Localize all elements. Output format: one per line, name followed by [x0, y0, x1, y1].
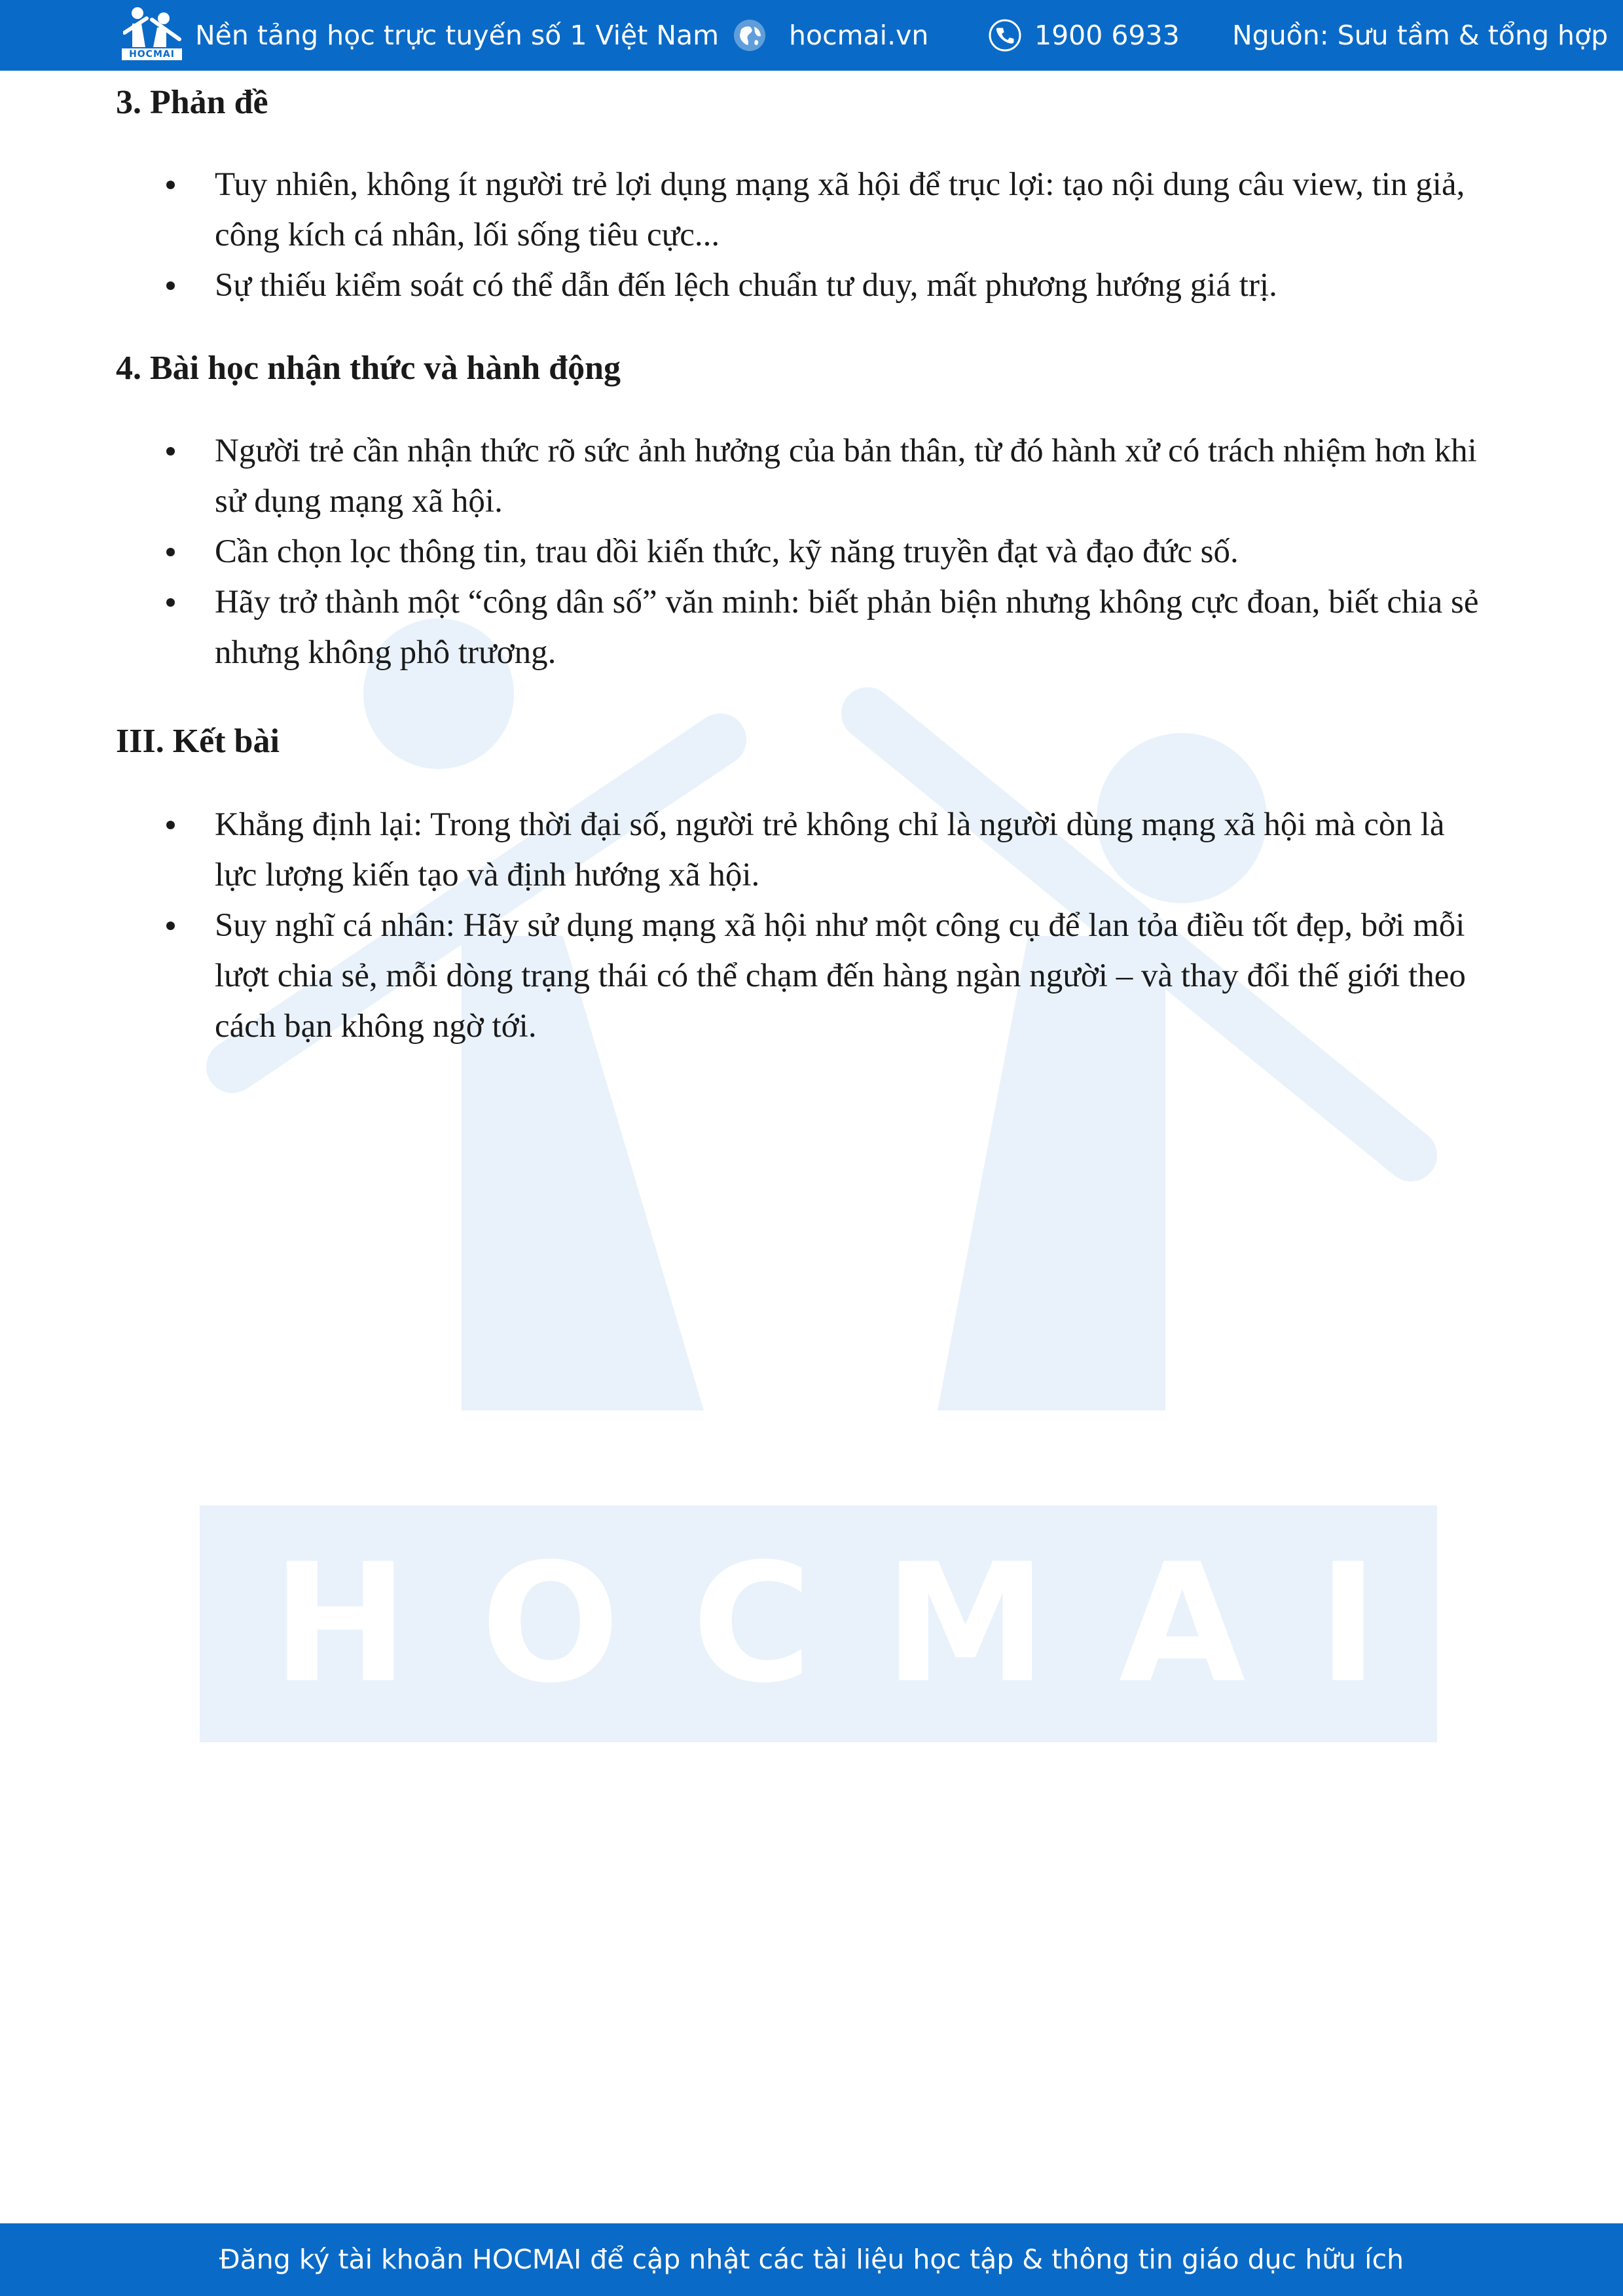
list-item-text: Suy nghĩ cá nhân: Hãy sử dụng mạng xã hội như một công cụ để lan tỏa điều tốt đẹp, bởi mỗi lượt chia sẻ, mỗi dòng trạng thái có thể chạm đến hàng ngàn người – và thay đổi thế giới theo cách bạn không ngờ tới.: [215, 907, 1466, 1045]
list-item: [0, 160, 1485, 260]
counterargument-list: [0, 160, 1623, 311]
bullet-icon: [166, 598, 175, 607]
list-item: [0, 800, 1485, 901]
list-item: [0, 426, 1485, 527]
list-item: [0, 901, 1485, 1052]
list-item: [0, 260, 1485, 311]
header-site-link[interactable]: hocmai.vn: [789, 20, 929, 51]
watermark-text: HOCMAI: [200, 1505, 1437, 1742]
list-item: [0, 527, 1485, 577]
list-item-text: Khẳng định lại: Trong thời đại số, người trẻ không chỉ là người dùng mạng xã hội mà còn là lực lượng kiến tạo và định hướng xã hội.: [215, 806, 1445, 893]
header-tagline: Nền tảng học trực tuyến số 1 Việt Nam: [195, 20, 720, 51]
list-item-text: Cần chọn lọc thông tin, trau dồi kiến thức, kỹ năng truyền đạt và đạo đức số.: [215, 533, 1239, 570]
globe-icon: [732, 0, 767, 71]
list-item-text: Hãy trở thành một “công dân số” văn minh: biết phản biện nhưng không cực đoan, biết chia sẻ nhưng không phô trương.: [215, 584, 1479, 671]
footer-bar[interactable]: Đăng ký tài khoản HOCMAI để cập nhật các tài liệu học tập & thông tin giáo dục hữu ích: [0, 2223, 1623, 2296]
lessons-list: [0, 426, 1623, 678]
section-heading-conclusion: III. Kết bài: [116, 723, 280, 760]
phone-icon: [987, 0, 1023, 71]
header-bar: [0, 0, 1623, 71]
section-heading-lessons: 4. Bài học nhận thức và hành động: [116, 350, 621, 387]
header-source: Nguồn: Sưu tầm & tổng hợp: [1232, 20, 1609, 51]
bullet-icon: [166, 447, 175, 456]
bullet-icon: [166, 281, 175, 290]
bullet-icon: [166, 821, 175, 829]
bullet-icon: [166, 922, 175, 930]
list-item: [0, 577, 1485, 678]
list-item-text: Tuy nhiên, không ít người trẻ lợi dụng mạng xã hội để trục lợi: tạo nội dung câu view, tin giả, công kích cá nhân, lối sống tiêu cực...: [215, 166, 1465, 253]
section-heading-counterargument: 3. Phản đề: [116, 84, 268, 121]
header-phone[interactable]: 1900 6933: [1034, 20, 1180, 51]
bullet-icon: [166, 181, 175, 189]
logo-text: HOCMAI: [122, 48, 182, 60]
bullet-icon: [166, 548, 175, 556]
list-item-text: Sự thiếu kiểm soát có thể dẫn đến lệch chuẩn tư duy, mất phương hướng giá trị.: [215, 267, 1277, 304]
conclusion-list: [0, 800, 1623, 1052]
list-item-text: Người trẻ cần nhận thức rõ sức ảnh hưởng của bản thân, từ đó hành xử có trách nhiệm hơn khi sử dụng mạng xã hội.: [215, 433, 1477, 520]
